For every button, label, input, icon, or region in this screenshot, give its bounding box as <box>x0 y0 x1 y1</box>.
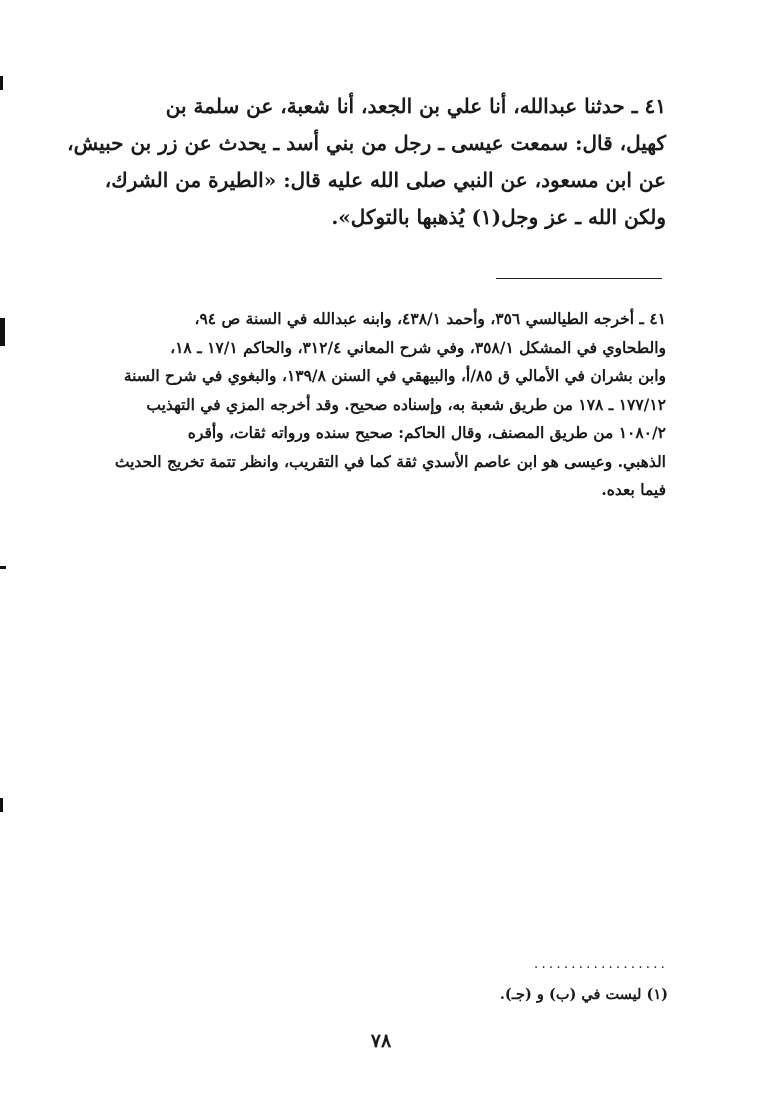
note-line: ٤١ ـ أخرجه الطيالسي ٣٥٦، وأحمد ٤٣٨/١، وابنه عبدالله في السنة ص ٩٤، <box>194 309 666 328</box>
hadith-line: ٤١ ـ حدثنا عبدالله، أنا علي بن الجعد، أنا شعبة، عن سلمة بن <box>165 94 666 118</box>
footnote-separator: .................. <box>533 956 668 972</box>
scan-mark <box>0 76 3 90</box>
footnote: (١) ليست في (ب) و (جـ). <box>499 986 668 1003</box>
hadith-line: عن ابن مسعود، عن النبي صلى الله عليه قال: «الطيرة من الشرك، <box>104 168 666 192</box>
note-line: فيما بعده. <box>601 480 666 499</box>
takhrij-notes <box>100 305 666 505</box>
hadith-text <box>67 88 666 236</box>
note-line: وابن بشران في الأمالي ق ٨٥/أ، والبيهقي في السنن ١٣٩/٨، والبغوي في شرح السنة <box>123 366 666 385</box>
note-line: ١٠٨٠/٢ من طريق المصنف، وقال الحاكم: صحيح سنده ورواته ثقات، وأقره <box>187 423 666 442</box>
note-line: الذهبي. وعيسى هو ابن عاصم الأسدي ثقة كما في التقريب، وانظر تتمة تخريج الحديث <box>114 451 666 471</box>
page-number: ٧٨ <box>370 1030 392 1052</box>
hadith-line: ولكن الله ـ عز وجل(١) يُذهبها بالتوكل». <box>331 205 666 229</box>
scan-mark <box>0 318 5 346</box>
note-line: والطحاوي في المشكل ٣٥٨/١، وفي شرح المعاني ٣١٢/٤، والحاكم ١٧/١ ـ ١٨، <box>170 337 666 357</box>
notes-divider <box>496 278 662 279</box>
scan-mark <box>0 566 6 569</box>
note-line: ١٧٧/١٢ ـ ١٧٨ من طريق شعبة به، وإسناده صحيح. وقد أخرجه المزي في التهذيب <box>146 394 666 414</box>
scan-mark <box>0 798 3 812</box>
hadith-line: كهيل، قال: سمعت عيسى ـ رجل من بني أسد ـ يحدث عن زر بن حبيش، <box>67 131 666 155</box>
